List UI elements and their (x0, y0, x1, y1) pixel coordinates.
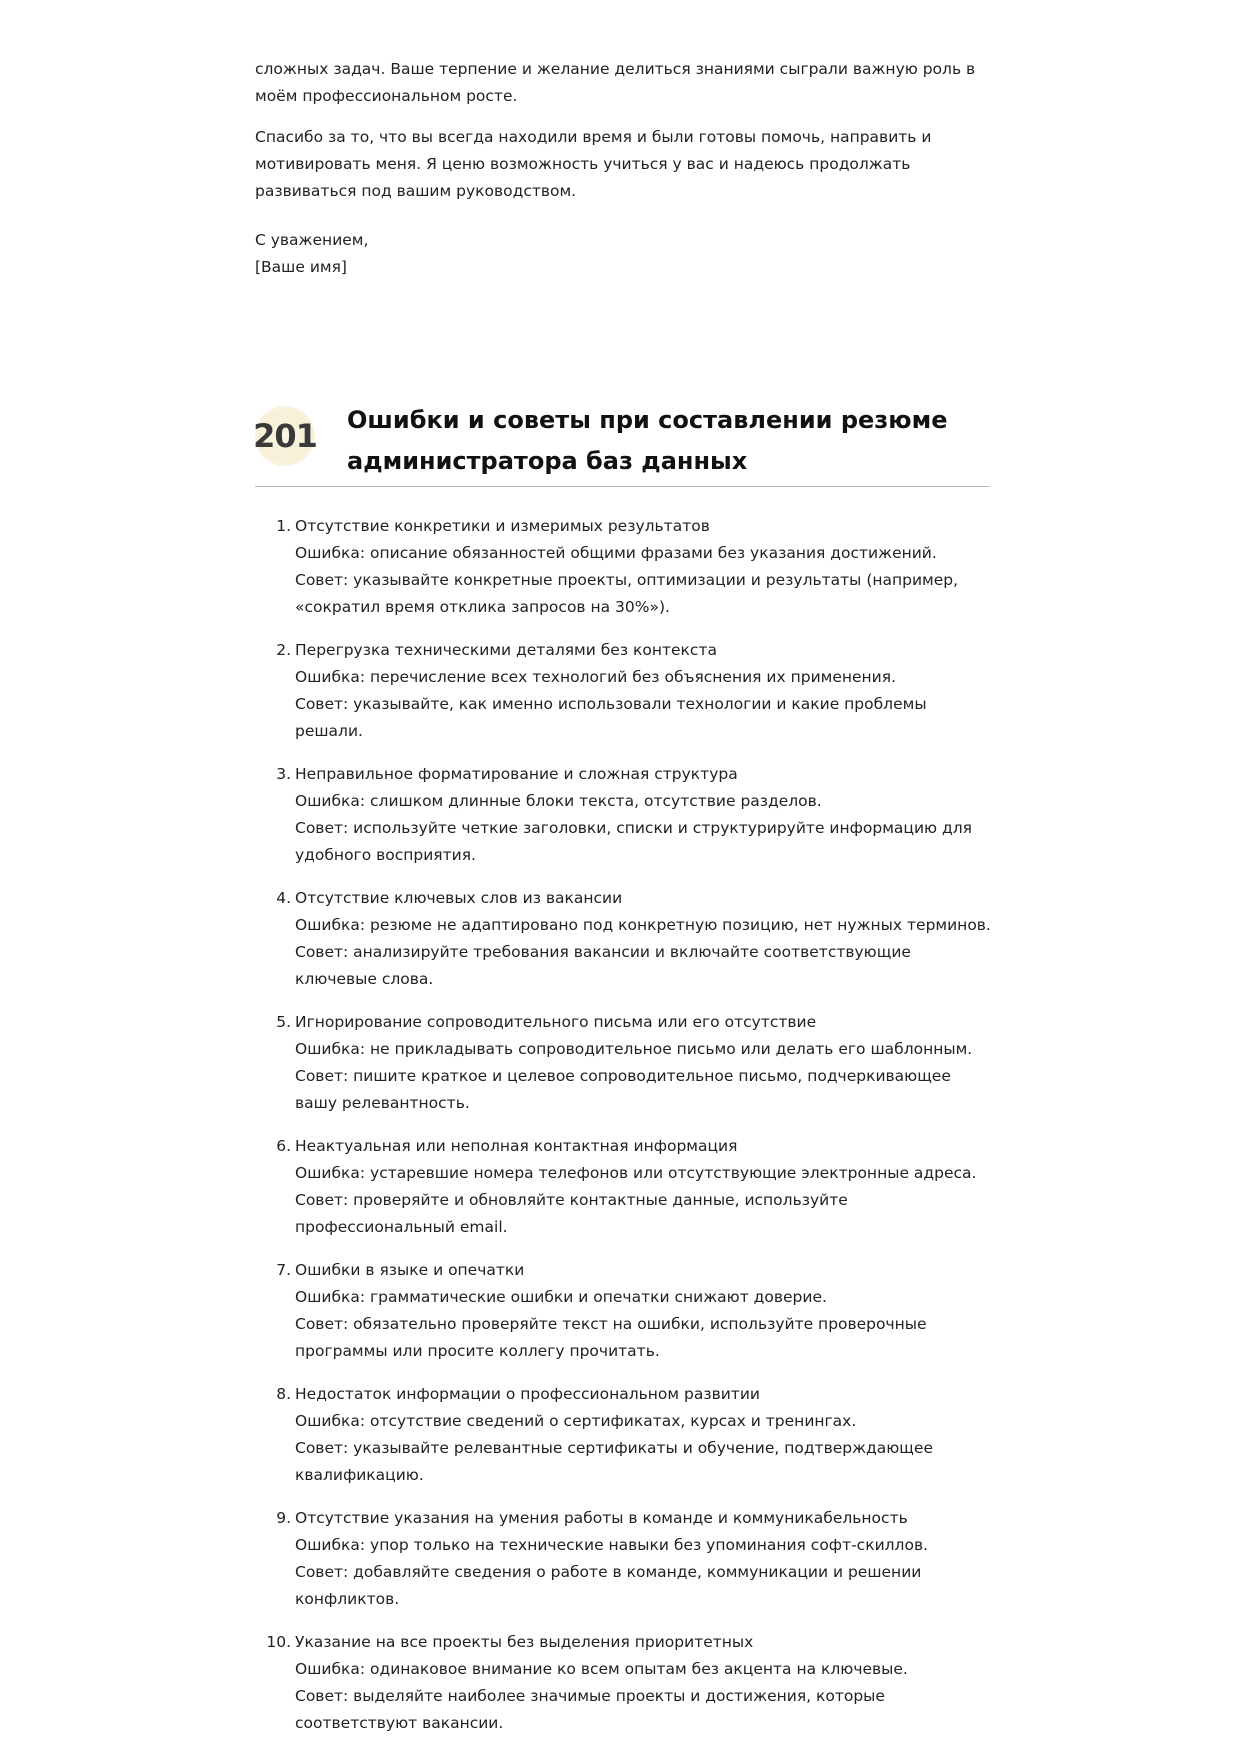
tip-advice: Совет: пишите краткое и целевое сопроводительное письмо, подчеркивающее вашу релевантность. (295, 1067, 951, 1112)
section-header (255, 400, 990, 487)
tip-number: 3. (276, 765, 291, 783)
tip-heading: Недостаток информации о профессиональном развитии (295, 1385, 760, 1403)
tip-advice: Совет: проверяйте и обновляйте контактные данные, используйте профессиональный email. (295, 1191, 848, 1236)
intro-paragraph-2: Спасибо за то, что вы всегда находили время и были готовы помочь, направить и мотивировать меня. Я ценю возможность учиться у вас и надеюсь продолжать развиваться под вашим руководством. (255, 128, 932, 200)
tip-advice: Совет: указывайте конкретные проекты, оптимизации и результаты (например, «сократил время отклика запросов на 30%»). (295, 571, 959, 616)
tip-item (255, 885, 995, 993)
letter-continuation (255, 56, 995, 281)
tip-heading: Неправильное форматирование и сложная структура (295, 765, 738, 783)
tip-item (255, 1505, 995, 1613)
tip-heading: Отсутствие ключевых слов из вакансии (295, 889, 623, 907)
tip-number: 2. (276, 641, 291, 659)
tip-error: Ошибка: перечисление всех технологий без объяснения их применения. (295, 668, 897, 686)
tip-item (255, 637, 995, 745)
tip-heading: Ошибки в языке и опечатки (295, 1261, 525, 1279)
tip-error: Ошибка: упор только на технические навыки без упоминания софт-скиллов. (295, 1536, 929, 1554)
tip-number: 4. (276, 889, 291, 907)
tip-heading: Указание на все проекты без выделения приоритетных (295, 1633, 754, 1651)
signature-block (255, 227, 995, 281)
tip-heading: Неактуальная или неполная контактная информация (295, 1137, 738, 1155)
tip-error: Ошибка: слишком длинные блоки текста, отсутствие разделов. (295, 792, 822, 810)
tip-heading: Отсутствие конкретики и измеримых результатов (295, 517, 710, 535)
tip-item (255, 761, 995, 869)
tip-number: 1. (276, 517, 291, 535)
tip-error: Ошибка: не прикладывать сопроводительное письмо или делать его шаблонным. (295, 1040, 973, 1058)
tips-list (255, 513, 995, 1753)
tip-error: Ошибка: резюме не адаптировано под конкретную позицию, нет нужных терминов. (295, 916, 991, 934)
tip-number: 6. (276, 1137, 291, 1155)
section-title: Ошибки и советы при составлении резюме администратора баз данных (347, 406, 948, 475)
closing-line: С уважением, (255, 231, 369, 249)
tip-advice: Совет: добавляйте сведения о работе в команде, коммуникации и решении конфликтов. (295, 1563, 922, 1608)
tip-item (255, 1009, 995, 1117)
tip-item (255, 1381, 995, 1489)
tip-advice: Совет: указывайте, как именно использовали технологии и какие проблемы решали. (295, 695, 927, 740)
section-number-badge: 201 (255, 406, 315, 466)
tip-number: 10. (266, 1633, 291, 1651)
intro-paragraph-1: сложных задач. Ваше терпение и желание делиться знаниями сыграли важную роль в моём профессиональном росте. (255, 60, 976, 105)
tip-number: 9. (276, 1509, 291, 1527)
tip-item (255, 1629, 995, 1737)
tip-heading: Игнорирование сопроводительного письма или его отсутствие (295, 1013, 817, 1031)
tip-item (255, 513, 995, 621)
tip-heading: Отсутствие указания на умения работы в команде и коммуникабельность (295, 1509, 908, 1527)
tip-error: Ошибка: описание обязанностей общими фразами без указания достижений. (295, 544, 937, 562)
tip-advice: Совет: анализируйте требования вакансии и включайте соответствующие ключевые слова. (295, 943, 911, 988)
tip-advice: Совет: выделяйте наиболее значимые проекты и достижения, которые соответствуют вакансии. (295, 1687, 885, 1732)
tip-number: 8. (276, 1385, 291, 1403)
signature-name: [Ваше имя] (255, 258, 347, 276)
tip-number: 7. (276, 1261, 291, 1279)
tip-advice: Совет: используйте четкие заголовки, списки и структурируйте информацию для удобного восприятия. (295, 819, 972, 864)
tip-advice: Совет: обязательно проверяйте текст на ошибки, используйте проверочные программы или просите коллегу прочитать. (295, 1315, 927, 1360)
tip-item (255, 1133, 995, 1241)
tip-error: Ошибка: отсутствие сведений о сертификатах, курсах и тренингах. (295, 1412, 857, 1430)
tip-error: Ошибка: одинаковое внимание ко всем опытам без акцента на ключевые. (295, 1660, 908, 1678)
tip-error: Ошибка: устаревшие номера телефонов или отсутствующие электронные адреса. (295, 1164, 977, 1182)
tip-item (255, 1257, 995, 1365)
tip-heading: Перегрузка техническими деталями без контекста (295, 641, 717, 659)
tip-error: Ошибка: грамматические ошибки и опечатки снижают доверие. (295, 1288, 827, 1306)
tip-number: 5. (276, 1013, 291, 1031)
tip-advice: Совет: указывайте релевантные сертификаты и обучение, подтверждающее квалификацию. (295, 1439, 933, 1484)
